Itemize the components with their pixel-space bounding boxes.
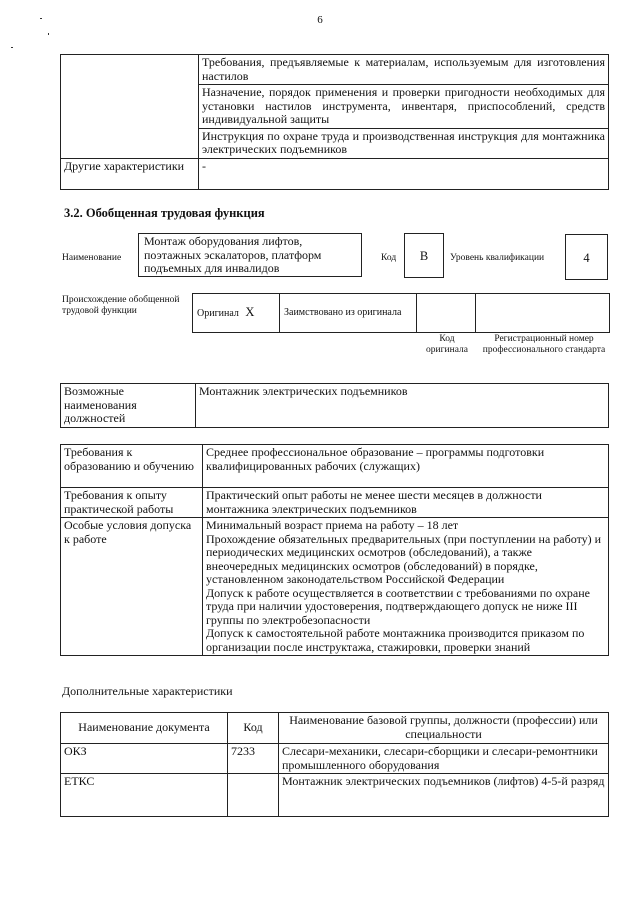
condition-line: Прохождение обязательных предварительных (при поступлении на работу) и периодических медицинских осмотров (обследований), а также внеочередных медицинских осмотров (обследований) в порядке, установленном законодательством Российской Федерации xyxy=(206,531,602,586)
other-characteristics-label: Другие характеристики xyxy=(61,158,199,189)
code-caption: Код оригинала xyxy=(426,334,468,355)
registration-caption: Регистрационный номер профессионального стандарта xyxy=(482,334,606,355)
code-label: Код xyxy=(381,253,397,263)
level-label: Уровень квалификации xyxy=(450,253,545,263)
column-header: Наименование документа xyxy=(61,713,228,744)
origin-label: Происхождение обобщенной трудовой функции xyxy=(62,295,180,316)
experience-value: Практический опыт работы не менее шести месяцев в должности монтажника электрических подъемников xyxy=(203,488,609,518)
table-cell: 7233 xyxy=(228,744,279,774)
function-name: Монтаж оборудования лифтов, поэтажных эскалаторов, платформ подъемных для инвалидов xyxy=(138,233,362,277)
table-row: Требования, предъявляемые к материалам, используемым для изготовления настилов xyxy=(199,55,609,85)
table-cell xyxy=(228,774,279,817)
origin-table xyxy=(192,293,610,333)
condition-line: Допуск к работе осуществляется в соответствии с требованиями по охране труда при наличии удостоверения, подтверждающего допуск не ниже III группы по электробезопасности xyxy=(206,585,590,627)
extra-characteristics-title: Дополнительные характеристики xyxy=(62,684,233,698)
positions-table xyxy=(60,383,609,428)
positions-value: Монтажник электрических подъемников xyxy=(196,384,609,428)
extra-table xyxy=(60,712,609,817)
table-cell: ЕТКС xyxy=(61,774,228,817)
education-value: Среднее профессиональное образование – программы подготовки квалифицированных рабочих (служащих) xyxy=(203,445,609,488)
registration-number-cell xyxy=(476,294,610,333)
education-label: Требования к образованию и обучению xyxy=(61,445,203,488)
borrowed-label: Заимствовано из оригинала xyxy=(280,294,417,333)
scan-speck xyxy=(48,33,49,35)
level-value: 4 xyxy=(565,234,608,280)
condition-line: Допуск к самостоятельной работе монтажника производится приказом по организации после инструктажа, стажировки, проверки знаний xyxy=(206,626,585,654)
special-conditions-label: Особые условия допуска к работе xyxy=(61,518,203,656)
table-cell: ОКЗ xyxy=(61,744,228,774)
requirements-table xyxy=(60,444,609,656)
scan-speck xyxy=(11,47,13,48)
table-cell: Монтажник электрических подъемников (лифтов) 4-5-й разряд xyxy=(279,774,609,817)
name-label: Наименование xyxy=(62,253,122,263)
empty-label-cell xyxy=(61,55,199,159)
original-code-cell xyxy=(417,294,476,333)
other-characteristics-value: - xyxy=(199,158,609,189)
positions-label: Возможные наименования должностей xyxy=(61,384,196,428)
column-header: Код xyxy=(228,713,279,744)
section-heading: 3.2. Обобщенная трудовая функция xyxy=(64,206,265,220)
original-label: Оригинал xyxy=(197,307,239,319)
table-cell: Слесари-механики, слесари-сборщики и слесари-ремонтники промышленного оборудования xyxy=(279,744,609,774)
top-table xyxy=(60,54,609,190)
page-number: 6 xyxy=(317,14,323,26)
function-code: B xyxy=(404,233,444,278)
special-conditions-value xyxy=(203,518,609,656)
experience-label: Требования к опыту практической работы xyxy=(61,488,203,518)
column-header: Наименование базовой группы, должности (профессии) или специальности xyxy=(279,713,609,744)
table-row: Инструкция по охране труда и производственная инструкция для монтажника электрических подъемников xyxy=(199,128,609,158)
original-mark: X xyxy=(245,304,255,319)
scan-speck xyxy=(40,18,42,19)
original-cell xyxy=(193,294,280,333)
table-row: Назначение, порядок применения и проверки пригодности необходимых для установки настилов инструмента, инвентаря, приспособлений, средств индивидуальной защиты xyxy=(199,85,609,129)
condition-line: Минимальный возраст приема на работу – 18 лет xyxy=(206,518,459,532)
